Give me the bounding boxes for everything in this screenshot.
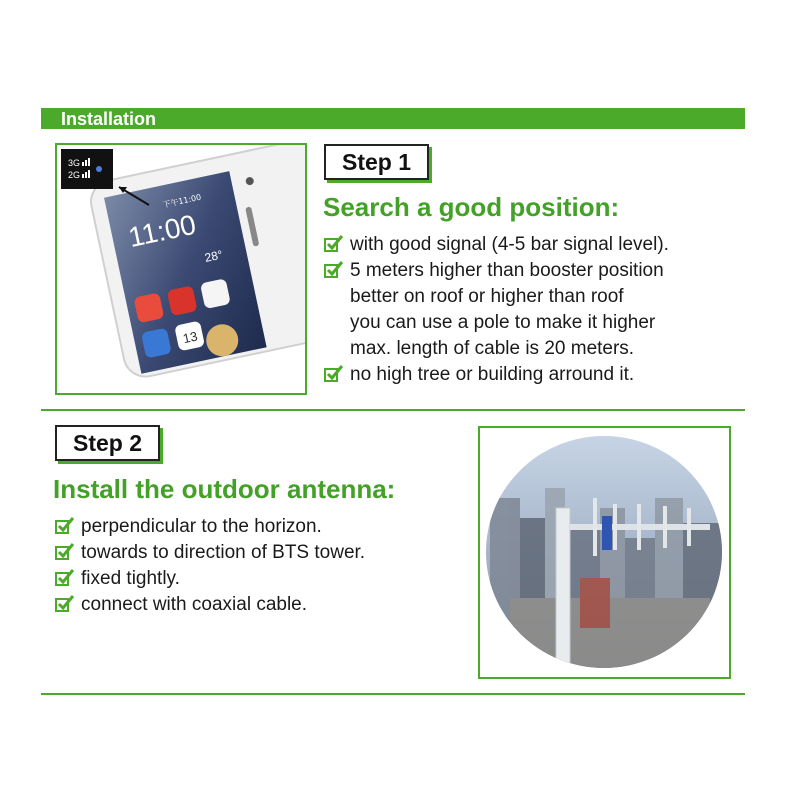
step1-bullet-list <box>324 232 669 388</box>
step2-bullet-text: perpendicular to the horizon. <box>81 516 322 537</box>
step1-bullet <box>324 258 669 284</box>
checkmark-icon <box>55 567 75 587</box>
step2-bullet <box>55 592 365 618</box>
checkmark-icon <box>55 541 75 561</box>
step2-label: Step 2 <box>55 425 160 461</box>
step1-heading: Search a good position: <box>323 192 620 222</box>
antenna-illustration <box>480 428 729 677</box>
step1-bullet-text: 5 meters higher than booster position <box>350 260 664 281</box>
phone-weather: 28° <box>203 247 224 265</box>
step1-bullet-continuation: better on roof or higher than roof <box>350 286 624 307</box>
step2-bullet-text: towards to direction of BTS tower. <box>81 542 366 563</box>
step2-bullet <box>55 514 365 540</box>
section-divider <box>41 409 745 411</box>
checkmark-icon <box>324 259 344 279</box>
checkmark-icon <box>55 515 75 535</box>
step1-bullet-text: no high tree or building arround it. <box>350 364 635 385</box>
phone-image-frame <box>55 143 307 395</box>
status-3g: 3G <box>68 158 81 168</box>
installation-header-bar <box>41 108 745 129</box>
section-divider <box>41 693 745 695</box>
checkmark-icon <box>324 363 344 383</box>
step1-bullet <box>324 232 669 258</box>
step2-bullet <box>55 566 365 592</box>
phone-date: 下午11:00 <box>161 192 202 210</box>
step1-bullet-continuation: you can use a pole to make it higher <box>350 312 656 333</box>
signal-status-callout <box>61 149 113 189</box>
step2-bullet-text: connect with coaxial cable. <box>81 594 308 615</box>
step2-bullet-text: fixed tightly. <box>81 568 180 589</box>
installation-title: Installation <box>61 109 157 129</box>
step1-bullet <box>324 362 669 388</box>
antenna-image-frame <box>478 426 731 679</box>
step2-heading: Install the outdoor antenna: <box>53 474 396 504</box>
step2-bullet <box>55 540 365 566</box>
phone-clock: 11:00 <box>125 208 199 254</box>
checkmark-icon <box>324 233 344 253</box>
status-2g: 2G <box>68 170 81 180</box>
checkmark-icon <box>55 593 75 613</box>
phone-illustration <box>57 145 305 393</box>
step1-bullet-continuation: max. length of cable is 20 meters. <box>350 338 635 359</box>
calendar-day: 13 <box>181 328 199 347</box>
step1-label: Step 1 <box>324 144 429 180</box>
step1-bullet-text: with good signal (4-5 bar signal level). <box>350 234 669 255</box>
step2-bullet-list <box>55 514 365 618</box>
